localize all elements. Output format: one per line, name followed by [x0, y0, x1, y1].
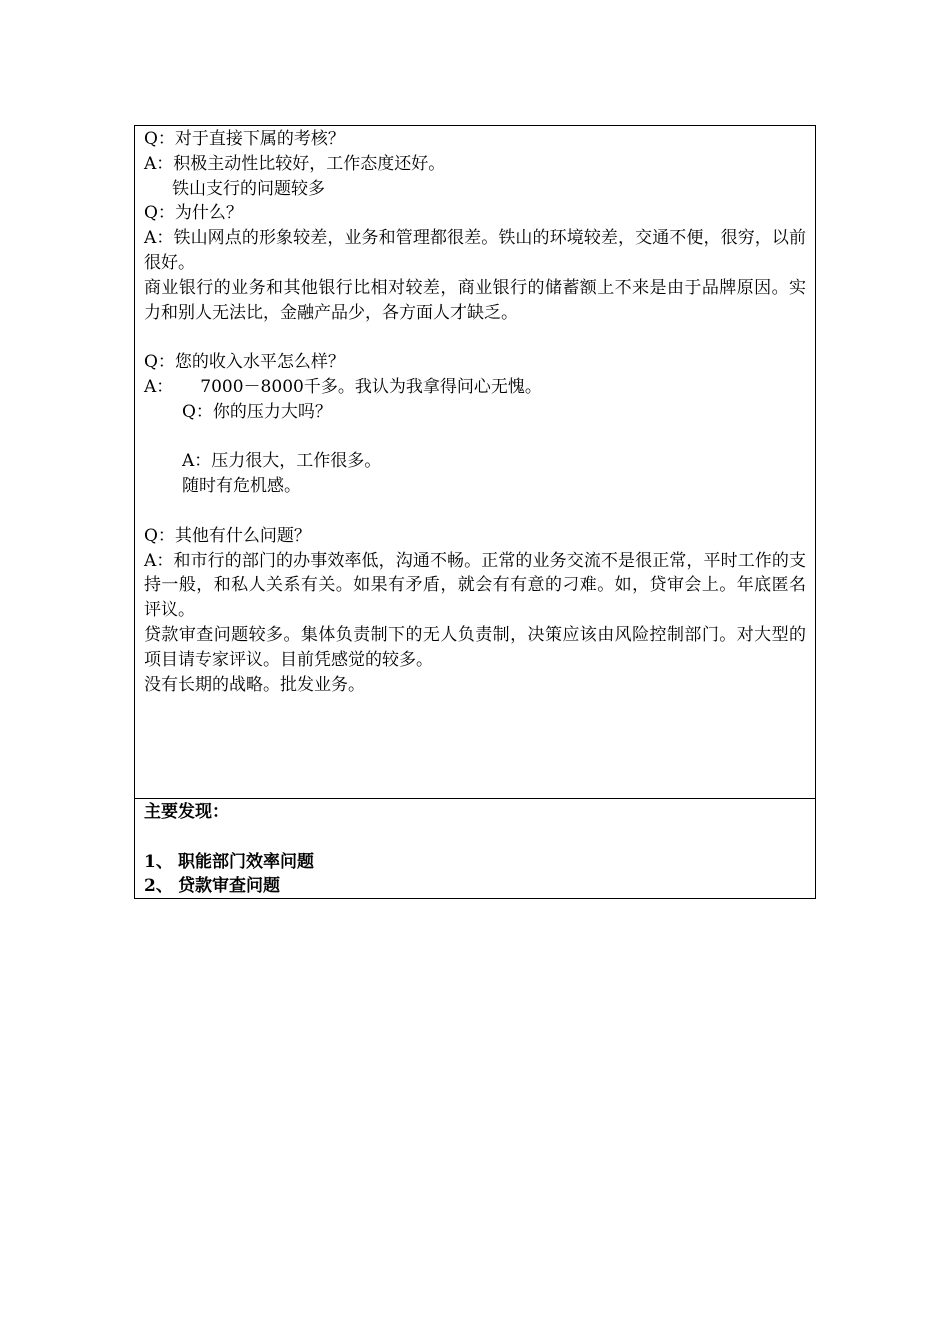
answer-paragraph: 贷款审查问题较多。集体负责制下的无人负责制，决策应该由风险控制部门。对大型的项目请专家评议。目前凭感觉的较多。	[144, 624, 806, 670]
blank-line	[144, 825, 806, 850]
question-line: Q：你的压力大吗？	[182, 401, 332, 422]
interview-notes-cell	[135, 126, 815, 798]
answer-paragraph: A：铁山网点的形象较差，业务和管理都很差。铁山的环境较差，交通不便，很穷，以前很好。	[144, 228, 806, 273]
interview-table	[134, 125, 816, 899]
question-line: Q：您的收入水平怎么样？	[144, 352, 345, 373]
question-line: Q：为什么？	[144, 203, 243, 224]
findings-title: 主要发现：	[144, 802, 229, 822]
finding-text: 贷款审查问题	[178, 876, 280, 897]
answer-line: A： 7000－8000千多。我认为我拿得问心无愧。	[144, 376, 542, 397]
blank-line	[144, 499, 806, 524]
answer-line: 没有长期的战略。批发业务。	[144, 674, 365, 695]
finding-item	[144, 874, 806, 899]
question-line: Q：其他有什么问题？	[144, 525, 311, 546]
answer-line: A：压力很大，工作很多。	[182, 451, 382, 472]
blank-line	[144, 425, 806, 450]
findings-cell	[135, 798, 815, 898]
finding-text: 职能部门效率问题	[178, 851, 314, 872]
blank-line	[144, 325, 806, 350]
answer-line: A：积极主动性比较好，工作态度还好。	[144, 153, 446, 174]
answer-paragraph: 商业银行的业务和其他银行比相对较差，商业银行的储蓄额上不来是由于品牌原因。实力和别人无法比，金融产品少，各方面人才缺乏。	[144, 277, 806, 323]
finding-item	[144, 850, 806, 875]
finding-number: 2、	[144, 876, 173, 897]
answer-continuation: 铁山支行的问题较多	[172, 178, 325, 199]
answer-paragraph: A：和市行的部门的办事效率低，沟通不畅。正常的业务交流不是很正常，平时工作的支持一般，和私人关系有关。如果有矛盾，就会有有意的刁难。如，贷审会上。年底匿名评议。	[144, 550, 806, 621]
finding-number: 1、	[144, 851, 173, 872]
question-line: Q：对于直接下属的考核？	[144, 129, 345, 149]
answer-continuation: 随时有危机感。	[182, 476, 301, 497]
